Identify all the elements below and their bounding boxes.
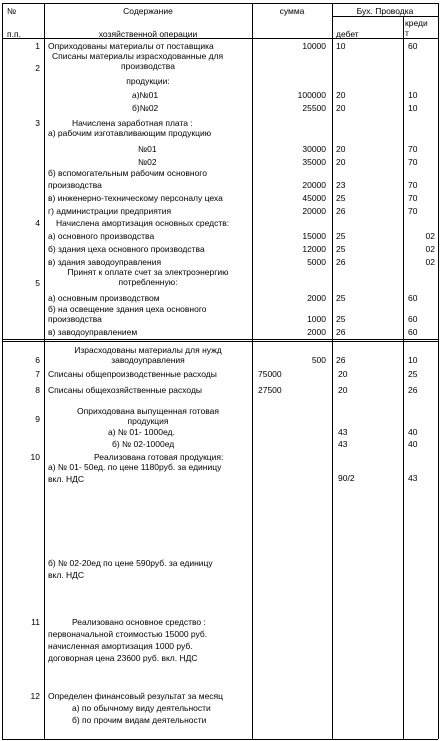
debit-account: 25 bbox=[336, 314, 346, 324]
amount: 100000 bbox=[297, 90, 326, 100]
row-number: 10 bbox=[30, 452, 40, 462]
operation-text: вкл. НДС bbox=[48, 570, 85, 580]
header-sum: сумма bbox=[279, 6, 305, 16]
header-num: № bbox=[7, 6, 17, 16]
col-divider-credit bbox=[403, 16, 404, 739]
amount: 2000 bbox=[307, 293, 326, 303]
operation-text: Реализовано основное средство : bbox=[72, 617, 206, 627]
row-number: 2 bbox=[35, 63, 40, 73]
operation-text: б) здания цеха основного производства bbox=[48, 244, 205, 254]
row-number: 11 bbox=[31, 617, 40, 627]
credit-account: 70 bbox=[408, 193, 418, 203]
operation-text: в) заводоуправлением bbox=[48, 327, 138, 337]
debit-account: 25 bbox=[336, 244, 346, 254]
credit-account: 70 bbox=[408, 144, 418, 154]
operation-text: первоначальной стоимостью 15000 руб. bbox=[48, 629, 208, 639]
debit-account: 20 bbox=[338, 385, 348, 395]
col-divider-sum bbox=[252, 3, 253, 739]
header-content-2: хозяйственной операции bbox=[98, 29, 198, 39]
debit-account: 20 bbox=[336, 90, 346, 100]
table-border-right bbox=[438, 3, 439, 739]
amount: 45000 bbox=[302, 193, 326, 203]
credit-account: 40 bbox=[408, 439, 418, 449]
amount: 35000 bbox=[302, 157, 326, 167]
section-break-line-2 bbox=[2, 341, 438, 342]
operation-text: а)№01 bbox=[132, 90, 159, 100]
header-posting: Бух. Проводка bbox=[356, 6, 414, 16]
credit-account: 43 bbox=[408, 473, 418, 483]
debit-account: 20 bbox=[336, 103, 346, 113]
debit-account: 23 bbox=[336, 180, 346, 190]
operation-text: а) основным производством bbox=[48, 293, 160, 303]
operation-text: производства bbox=[48, 314, 102, 324]
operation-text: Определен финансовый результат за месяц bbox=[48, 691, 224, 701]
amount: 2000 bbox=[307, 327, 326, 337]
debit-account: 43 bbox=[338, 427, 348, 437]
credit-account: 10 bbox=[408, 103, 418, 113]
amount: 1000 bbox=[307, 314, 326, 324]
operation-text: б)№02 bbox=[132, 103, 159, 113]
operation-text: заводоуправления bbox=[111, 355, 185, 365]
operation-text: Списаны общехозяйственные расходы bbox=[48, 385, 203, 395]
amount: 27500 bbox=[258, 385, 282, 395]
row-number: 8 bbox=[35, 385, 40, 395]
amount: 500 bbox=[311, 355, 326, 365]
row-number: 9 bbox=[35, 414, 40, 424]
operation-text: а) № 01- 50ед. по цене 1180руб. за единицу bbox=[48, 462, 222, 472]
debit-account: 10 bbox=[336, 41, 346, 51]
table-border-bottom bbox=[2, 739, 438, 740]
operation-text: Принят к оплате счет за электроэнергию bbox=[67, 267, 229, 277]
operation-text: потребленную: bbox=[118, 277, 178, 287]
operation-text: Израсходованы материалы для нужд bbox=[74, 345, 222, 355]
operation-text: Оприходована выпущенная готовая bbox=[77, 406, 219, 416]
debit-account: 20 bbox=[336, 157, 346, 167]
operation-text: в) здания заводоуправления bbox=[48, 257, 162, 267]
amount: 20000 bbox=[302, 206, 326, 216]
header-debit: дебет bbox=[336, 29, 359, 39]
row-number: 4 bbox=[35, 218, 40, 228]
amount: 12000 bbox=[302, 244, 326, 254]
operation-text: Оприходованы материалы от поставщика bbox=[48, 41, 214, 51]
operation-text: начисленная амортизация 1000 руб. bbox=[48, 641, 193, 651]
credit-account: 40 bbox=[408, 427, 418, 437]
operation-text: вкл. НДС bbox=[48, 474, 85, 484]
operation-text: б) № 02-1000ед bbox=[112, 439, 175, 449]
header-credit-1: креди bbox=[405, 18, 428, 28]
credit-account: 25 bbox=[408, 369, 418, 379]
amount: 30000 bbox=[302, 144, 326, 154]
debit-account: 26 bbox=[336, 206, 346, 216]
credit-account: 02 bbox=[425, 257, 435, 267]
row-number: 6 bbox=[35, 355, 40, 365]
operation-text: а) основного производства bbox=[48, 231, 155, 241]
credit-account: 26 bbox=[408, 385, 418, 395]
operation-text: Списаны общепроизводственные расходы bbox=[48, 369, 217, 379]
col-divider-debit bbox=[332, 3, 333, 739]
debit-account: 25 bbox=[336, 193, 346, 203]
operation-text: продукция bbox=[127, 416, 169, 426]
amount: 25500 bbox=[302, 103, 326, 113]
operation-text: а) по обычному виду деятельности bbox=[72, 703, 211, 713]
amount: 75000 bbox=[258, 369, 282, 379]
row-number: 1 bbox=[35, 41, 40, 51]
operation-text: Начислена заработная плата : bbox=[72, 118, 193, 128]
debit-account: 43 bbox=[338, 439, 348, 449]
credit-account: 60 bbox=[408, 327, 418, 337]
amount: 10000 bbox=[302, 41, 326, 51]
credit-account: 10 bbox=[408, 90, 418, 100]
operation-text: а) № 01- 1000ед. bbox=[108, 427, 175, 437]
credit-account: 70 bbox=[408, 157, 418, 167]
debit-account: 25 bbox=[336, 231, 346, 241]
operation-text: б) № 02-20ед по цене 590руб. за единицу bbox=[48, 558, 213, 568]
posting-header-divider bbox=[332, 16, 438, 17]
operation-text: договорная цена 23600 руб. вкл. НДС bbox=[48, 653, 198, 663]
operation-text: №02 bbox=[138, 157, 157, 167]
credit-account: 70 bbox=[408, 206, 418, 216]
header-pp: п.п. bbox=[7, 29, 21, 39]
credit-account: 02 bbox=[425, 244, 435, 254]
credit-account: 60 bbox=[408, 314, 418, 324]
operation-text: продукции: bbox=[126, 76, 170, 86]
credit-account: 10 bbox=[408, 355, 418, 365]
amount: 20000 bbox=[302, 180, 326, 190]
row-number: 3 bbox=[35, 118, 40, 128]
operation-text: №01 bbox=[138, 144, 157, 154]
header-credit-2: т bbox=[405, 28, 409, 38]
amount: 15000 bbox=[302, 231, 326, 241]
row-number: 7 bbox=[35, 369, 40, 379]
operation-text: б) вспомогательным рабочим основного bbox=[48, 168, 207, 178]
operation-text: Списаны материалы израсходованные для bbox=[52, 51, 224, 61]
col-divider-content bbox=[44, 3, 45, 739]
row-number: 12 bbox=[30, 691, 40, 701]
table-border-top bbox=[2, 3, 438, 4]
credit-account: 02 bbox=[425, 231, 435, 241]
operation-text: Реализована готовая продукция: bbox=[94, 452, 224, 462]
debit-account: 25 bbox=[336, 293, 346, 303]
operation-text: в) инженерно-техническому персоналу цеха bbox=[48, 193, 223, 203]
operation-text: г) администрации предприятия bbox=[48, 206, 172, 216]
debit-account: 26 bbox=[336, 257, 346, 267]
header-content-1: Содержание bbox=[123, 6, 173, 16]
debit-account: 20 bbox=[338, 369, 348, 379]
operation-text: Начислена амортизация основных средств: bbox=[56, 218, 230, 228]
credit-account: 60 bbox=[408, 293, 418, 303]
operation-text: б) по прочим видам деятельности bbox=[72, 715, 207, 725]
credit-account: 60 bbox=[408, 41, 418, 51]
amount: 5000 bbox=[307, 257, 326, 267]
operation-text: а) рабочим изготавливающим продукцию bbox=[48, 128, 212, 138]
operation-text: производства bbox=[121, 61, 175, 71]
operation-text: б) на освещение здания цеха основного bbox=[48, 304, 207, 314]
debit-account: 20 bbox=[336, 144, 346, 154]
debit-account: 26 bbox=[336, 327, 346, 337]
section-break-line bbox=[2, 339, 438, 340]
row-number: 5 bbox=[35, 278, 40, 288]
debit-account: 26 bbox=[336, 355, 346, 365]
debit-account: 90/2 bbox=[338, 473, 355, 483]
credit-account: 70 bbox=[408, 180, 418, 190]
operation-text: производства bbox=[48, 180, 102, 190]
